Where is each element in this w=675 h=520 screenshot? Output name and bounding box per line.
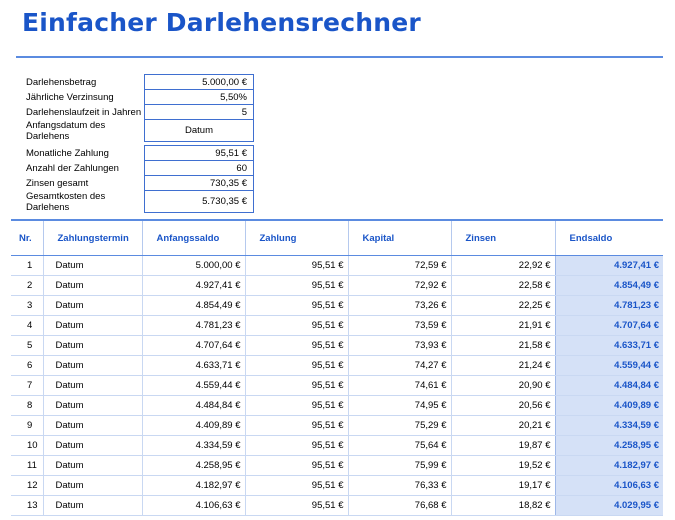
cell-ending-balance[interactable]: 4.854,49 € xyxy=(555,276,663,296)
cell-principal[interactable]: 72,92 € xyxy=(348,276,451,296)
cell-ending-balance[interactable]: 4.334,59 € xyxy=(555,416,663,436)
cell-opening-balance[interactable]: 4.334,59 € xyxy=(142,436,245,456)
cell-payment-date[interactable]: Datum xyxy=(43,496,142,516)
cell-ending-balance[interactable]: 4.029,95 € xyxy=(555,496,663,516)
title-divider xyxy=(16,56,663,58)
cell-principal[interactable]: 76,68 € xyxy=(348,496,451,516)
table-row xyxy=(11,256,663,276)
cell-payment[interactable]: 95,51 € xyxy=(245,456,348,476)
cell-interest[interactable]: 20,56 € xyxy=(451,396,555,416)
cell-nr[interactable]: 5 xyxy=(11,336,43,356)
table-row xyxy=(11,436,663,456)
payment-count-value[interactable]: 60 xyxy=(145,161,254,176)
start-date-label: Anfangsdatum des Darlehens xyxy=(26,119,106,142)
cell-payment-date[interactable]: Datum xyxy=(43,376,142,396)
loan-inputs-table xyxy=(26,74,254,142)
input-row-interest-rate xyxy=(26,90,254,105)
cell-interest[interactable]: 22,58 € xyxy=(451,276,555,296)
cell-payment[interactable]: 95,51 € xyxy=(245,276,348,296)
cell-payment-date[interactable]: Datum xyxy=(43,476,142,496)
cell-principal[interactable]: 74,95 € xyxy=(348,396,451,416)
table-row xyxy=(11,416,663,436)
cell-opening-balance[interactable]: 4.633,71 € xyxy=(142,356,245,376)
cell-payment[interactable]: 95,51 € xyxy=(245,476,348,496)
start-date-field[interactable]: Datum xyxy=(145,120,254,142)
cell-nr[interactable]: 6 xyxy=(11,356,43,376)
cell-opening-balance[interactable]: 4.409,89 € xyxy=(142,416,245,436)
cell-opening-balance[interactable]: 4.854,49 € xyxy=(142,296,245,316)
input-row-loan-term xyxy=(26,105,254,120)
input-row-loan-amount xyxy=(26,75,254,90)
cell-ending-balance[interactable]: 4.484,84 € xyxy=(555,376,663,396)
header-payment-date[interactable]: Zahlungstermin xyxy=(43,220,142,256)
cell-nr[interactable]: 11 xyxy=(11,456,43,476)
header-payment[interactable]: Zahlung xyxy=(245,220,348,256)
cell-principal[interactable]: 75,64 € xyxy=(348,436,451,456)
header-nr[interactable]: Nr. xyxy=(11,220,43,256)
cell-ending-balance[interactable]: 4.707,64 € xyxy=(555,316,663,336)
result-row-monthly-payment xyxy=(26,146,254,161)
total-cost-value[interactable]: 5.730,35 € xyxy=(145,191,254,213)
cell-interest[interactable]: 20,21 € xyxy=(451,416,555,436)
cell-nr[interactable]: 1 xyxy=(11,256,43,276)
cell-nr[interactable]: 2 xyxy=(11,276,43,296)
cell-nr[interactable]: 9 xyxy=(11,416,43,436)
total-interest-label: Zinsen gesamt xyxy=(26,177,89,189)
cell-payment-date[interactable]: Datum xyxy=(43,416,142,436)
cell-payment-date[interactable]: Datum xyxy=(43,296,142,316)
cell-payment-date[interactable]: Datum xyxy=(43,436,142,456)
cell-principal[interactable]: 73,59 € xyxy=(348,316,451,336)
table-row xyxy=(11,396,663,416)
cell-interest[interactable]: 19,17 € xyxy=(451,476,555,496)
loan-amount-label: Darlehensbetrag xyxy=(26,76,97,88)
payment-count-label: Anzahl der Zahlungen xyxy=(26,162,119,174)
cell-payment-date[interactable]: Datum xyxy=(43,356,142,376)
cell-payment[interactable]: 95,51 € xyxy=(245,256,348,276)
cell-principal[interactable]: 75,29 € xyxy=(348,416,451,436)
cell-payment[interactable]: 95,51 € xyxy=(245,356,348,376)
schedule-body xyxy=(11,256,663,516)
cell-opening-balance[interactable]: 4.106,63 € xyxy=(142,496,245,516)
cell-principal[interactable]: 76,33 € xyxy=(348,476,451,496)
cell-principal[interactable]: 74,61 € xyxy=(348,376,451,396)
result-row-total-cost xyxy=(26,191,254,213)
table-row xyxy=(11,316,663,336)
total-cost-label: Gesamtkosten des Darlehens xyxy=(26,190,106,213)
cell-opening-balance[interactable]: 4.707,64 € xyxy=(142,336,245,356)
loan-term-label: Darlehenslaufzeit in Jahren xyxy=(26,106,142,118)
cell-payment[interactable]: 95,51 € xyxy=(245,316,348,336)
interest-rate-label: Jährliche Verzinsung xyxy=(26,91,114,103)
cell-interest[interactable]: 19,87 € xyxy=(451,436,555,456)
cell-principal[interactable]: 73,26 € xyxy=(348,296,451,316)
header-interest[interactable]: Zinsen xyxy=(451,220,555,256)
cell-interest[interactable]: 21,58 € xyxy=(451,336,555,356)
header-ending-balance[interactable]: Endsaldo xyxy=(555,220,663,256)
table-row xyxy=(11,476,663,496)
cell-nr[interactable]: 12 xyxy=(11,476,43,496)
cell-interest[interactable]: 19,52 € xyxy=(451,456,555,476)
cell-payment[interactable]: 95,51 € xyxy=(245,436,348,456)
total-interest-value[interactable]: 730,35 € xyxy=(145,176,254,191)
monthly-payment-label: Monatliche Zahlung xyxy=(26,147,109,159)
result-row-payment-count xyxy=(26,161,254,176)
cell-opening-balance[interactable]: 4.258,95 € xyxy=(142,456,245,476)
table-row xyxy=(11,336,663,356)
cell-principal[interactable]: 74,27 € xyxy=(348,356,451,376)
cell-principal[interactable]: 72,59 € xyxy=(348,256,451,276)
cell-opening-balance[interactable]: 4.182,97 € xyxy=(142,476,245,496)
cell-interest[interactable]: 18,82 € xyxy=(451,496,555,516)
loan-results-table xyxy=(26,145,254,213)
header-principal[interactable]: Kapital xyxy=(348,220,451,256)
interest-rate-field[interactable]: 5,50% xyxy=(145,90,254,105)
cell-principal[interactable]: 75,99 € xyxy=(348,456,451,476)
cell-payment-date[interactable]: Datum xyxy=(43,456,142,476)
result-row-total-interest xyxy=(26,176,254,191)
cell-opening-balance[interactable]: 4.927,41 € xyxy=(142,276,245,296)
table-row xyxy=(11,496,663,516)
cell-nr[interactable]: 7 xyxy=(11,376,43,396)
table-row xyxy=(11,356,663,376)
table-row xyxy=(11,296,663,316)
cell-payment[interactable]: 95,51 € xyxy=(245,496,348,516)
cell-payment-date[interactable]: Datum xyxy=(43,396,142,416)
cell-ending-balance[interactable]: 4.106,63 € xyxy=(555,476,663,496)
amortization-schedule-table xyxy=(11,219,663,516)
cell-interest[interactable]: 21,24 € xyxy=(451,356,555,376)
cell-nr[interactable]: 4 xyxy=(11,316,43,336)
cell-nr[interactable]: 10 xyxy=(11,436,43,456)
cell-interest[interactable]: 20,90 € xyxy=(451,376,555,396)
cell-payment[interactable]: 95,51 € xyxy=(245,336,348,356)
cell-payment[interactable]: 95,51 € xyxy=(245,416,348,436)
table-row xyxy=(11,376,663,396)
table-row xyxy=(11,456,663,476)
cell-payment[interactable]: 95,51 € xyxy=(245,396,348,416)
loan-amount-field[interactable]: 5.000,00 € xyxy=(145,75,254,90)
cell-payment-date[interactable]: Datum xyxy=(43,336,142,356)
cell-interest[interactable]: 22,92 € xyxy=(451,256,555,276)
cell-payment[interactable]: 95,51 € xyxy=(245,376,348,396)
cell-principal[interactable]: 73,93 € xyxy=(348,336,451,356)
header-opening-balance[interactable]: Anfangssaldo xyxy=(142,220,245,256)
cell-opening-balance[interactable]: 5.000,00 € xyxy=(142,256,245,276)
cell-ending-balance[interactable]: 4.182,97 € xyxy=(555,456,663,476)
cell-payment-date[interactable]: Datum xyxy=(43,256,142,276)
cell-opening-balance[interactable]: 4.559,44 € xyxy=(142,376,245,396)
cell-ending-balance[interactable]: 4.258,95 € xyxy=(555,436,663,456)
cell-payment-date[interactable]: Datum xyxy=(43,316,142,336)
cell-interest[interactable]: 22,25 € xyxy=(451,296,555,316)
cell-payment[interactable]: 95,51 € xyxy=(245,296,348,316)
cell-nr[interactable]: 13 xyxy=(11,496,43,516)
cell-nr[interactable]: 8 xyxy=(11,396,43,416)
cell-ending-balance[interactable]: 4.633,71 € xyxy=(555,336,663,356)
loan-term-field[interactable]: 5 xyxy=(145,105,254,120)
cell-payment-date[interactable]: Datum xyxy=(43,276,142,296)
schedule-header-row xyxy=(11,220,663,256)
cell-interest[interactable]: 21,91 € xyxy=(451,316,555,336)
page-title: Einfacher Darlehensrechner xyxy=(22,8,421,37)
cell-opening-balance[interactable]: 4.484,84 € xyxy=(142,396,245,416)
cell-ending-balance[interactable]: 4.927,41 € xyxy=(555,256,663,276)
input-row-start-date xyxy=(26,120,254,142)
cell-ending-balance[interactable]: 4.409,89 € xyxy=(555,396,663,416)
cell-ending-balance[interactable]: 4.781,23 € xyxy=(555,296,663,316)
cell-ending-balance[interactable]: 4.559,44 € xyxy=(555,356,663,376)
cell-opening-balance[interactable]: 4.781,23 € xyxy=(142,316,245,336)
cell-nr[interactable]: 3 xyxy=(11,296,43,316)
table-row xyxy=(11,276,663,296)
monthly-payment-value[interactable]: 95,51 € xyxy=(145,146,254,161)
